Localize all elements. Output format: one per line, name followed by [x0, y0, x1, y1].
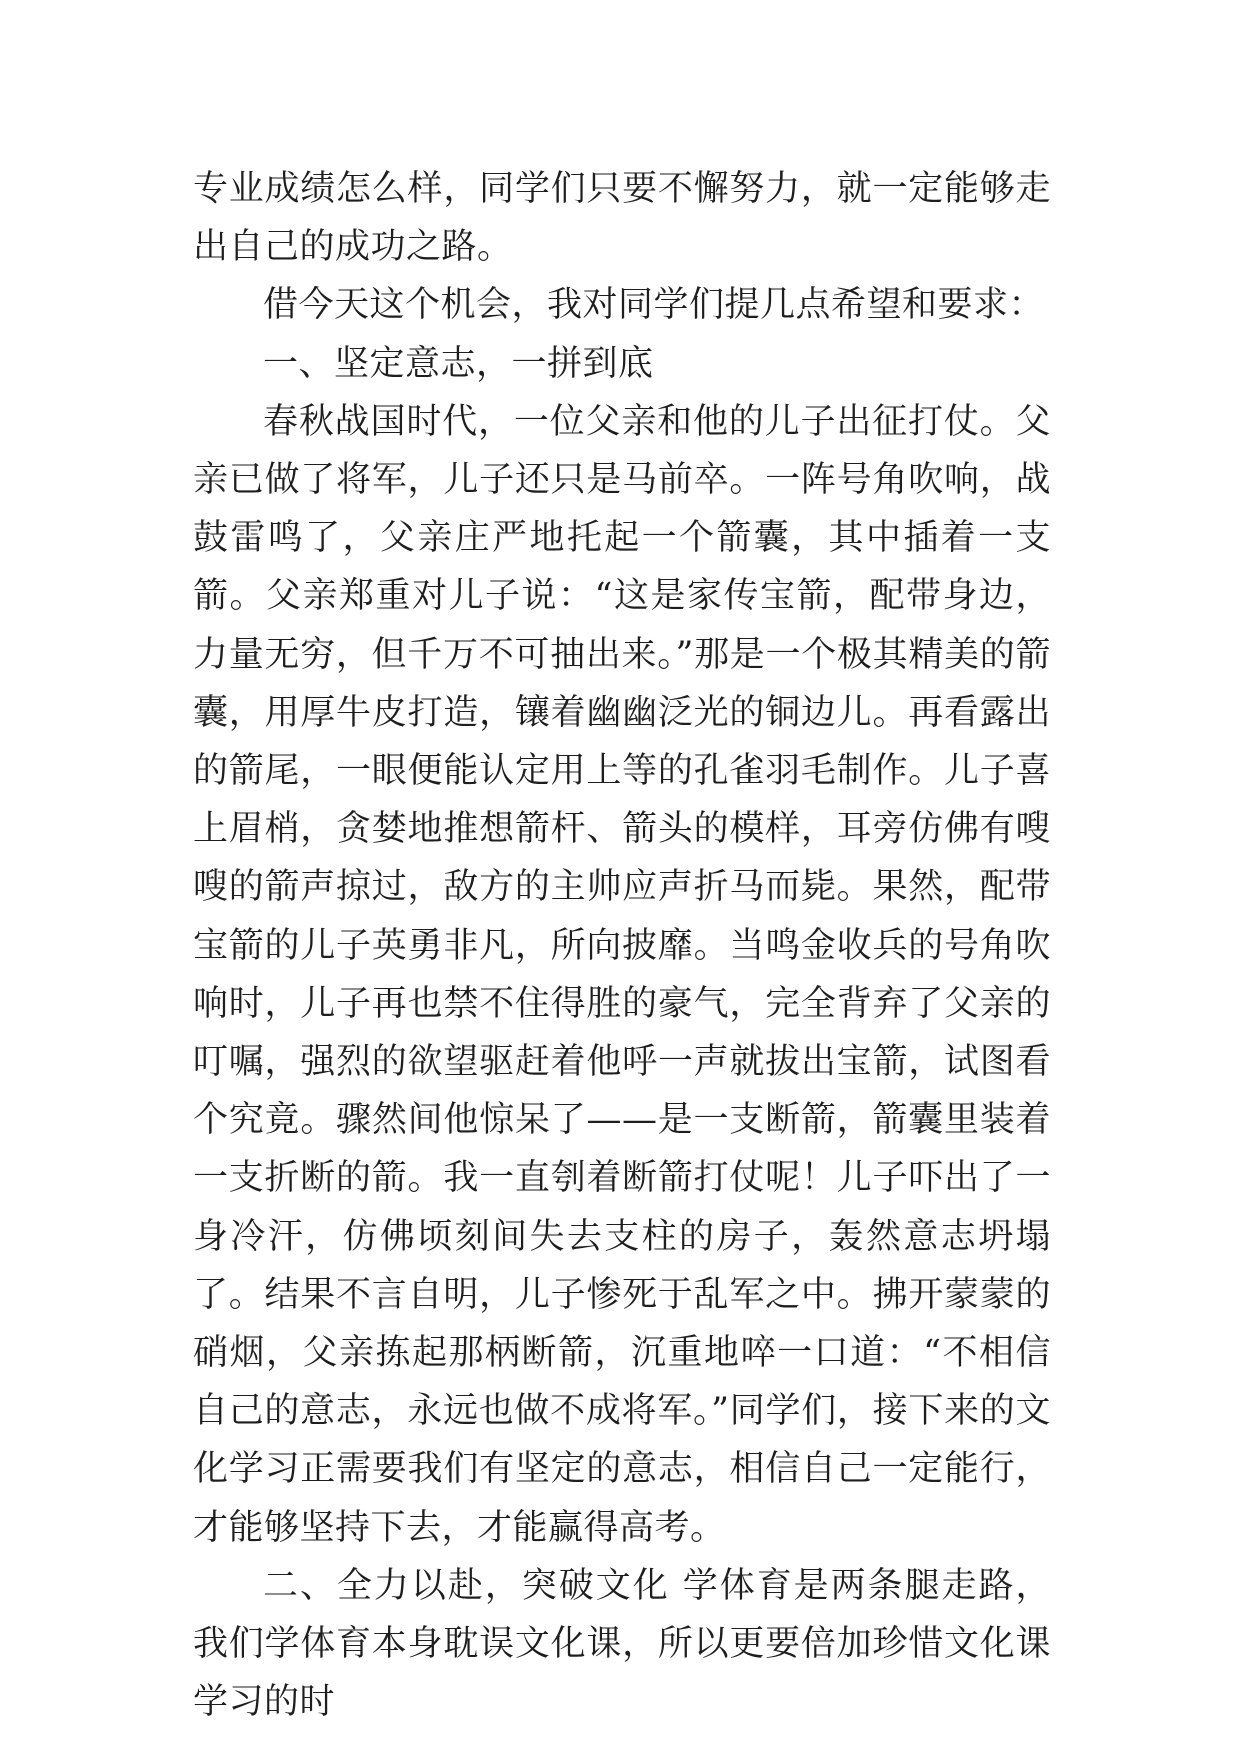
paragraph-2: 借今天这个机会，我对同学们提几点希望和要求：	[263, 285, 1045, 326]
document-body	[193, 160, 1051, 1731]
section-heading-1: 一、坚定意志，一拼到底	[263, 343, 654, 384]
paragraph-1: 专业成绩怎么样，同学们只要不懈努力，就一定能够走出自己的成功之路。	[193, 169, 1051, 268]
paragraph-story: 春秋战国时代，一位父亲和他的儿子出征打仗。父亲已做了将军，儿子还只是马前卒。一阵号角吹响，战鼓雷鸣了，父亲庄严地托起一个箭囊，其中插着一支箭。父亲郑重对儿子说：“这是家传宝箭，配带身边，力量无穷，但千万不可抽出来。”那是一个极其精美的箭囊，用厚牛皮打造，镶着幽幽泛光的铜边儿。再看露出的箭尾，一眼便能认定用上等的孔雀羽毛制作。儿子喜上眉梢，贪婪地推想箭杆、箭头的模样，耳旁仿佛有嗖嗖的箭声掠过，敌方的主帅应声折马而毙。果然，配带宝箭的儿子英勇非凡，所向披靡。当鸣金收兵的号角吹响时，儿子再也禁不住得胜的豪气，完全背弃了父亲的叮嘱，强烈的欲望驱赶着他呼一声就拔出宝箭，试图看个究竟。骤然间他惊呆了——是一支断箭，箭囊里装着一支折断的箭。我一直刳着断箭打仗呢！儿子吓出了一身冷汗，仿佛顷刻间失去支柱的房子，轰然意志坍塌了。结果不言自明，儿子惨死于乱军之中。拂开蒙蒙的硝烟，父亲拣起那柄断箭，沉重地啐一口道：“不相信自己的意志，永远也做不成将军。”同学们，接下来的文化学习正需要我们有坚定的意志，相信自己一定能行，才能够坚持下去，才能赢得高考。	[193, 401, 1051, 1548]
section-heading-2: 二、全力以赴，突破文化 学体育是两条腿走路，我们学体育本身耽误文化课，所以更要倍加珍惜文化课学习的时	[193, 1565, 1051, 1723]
